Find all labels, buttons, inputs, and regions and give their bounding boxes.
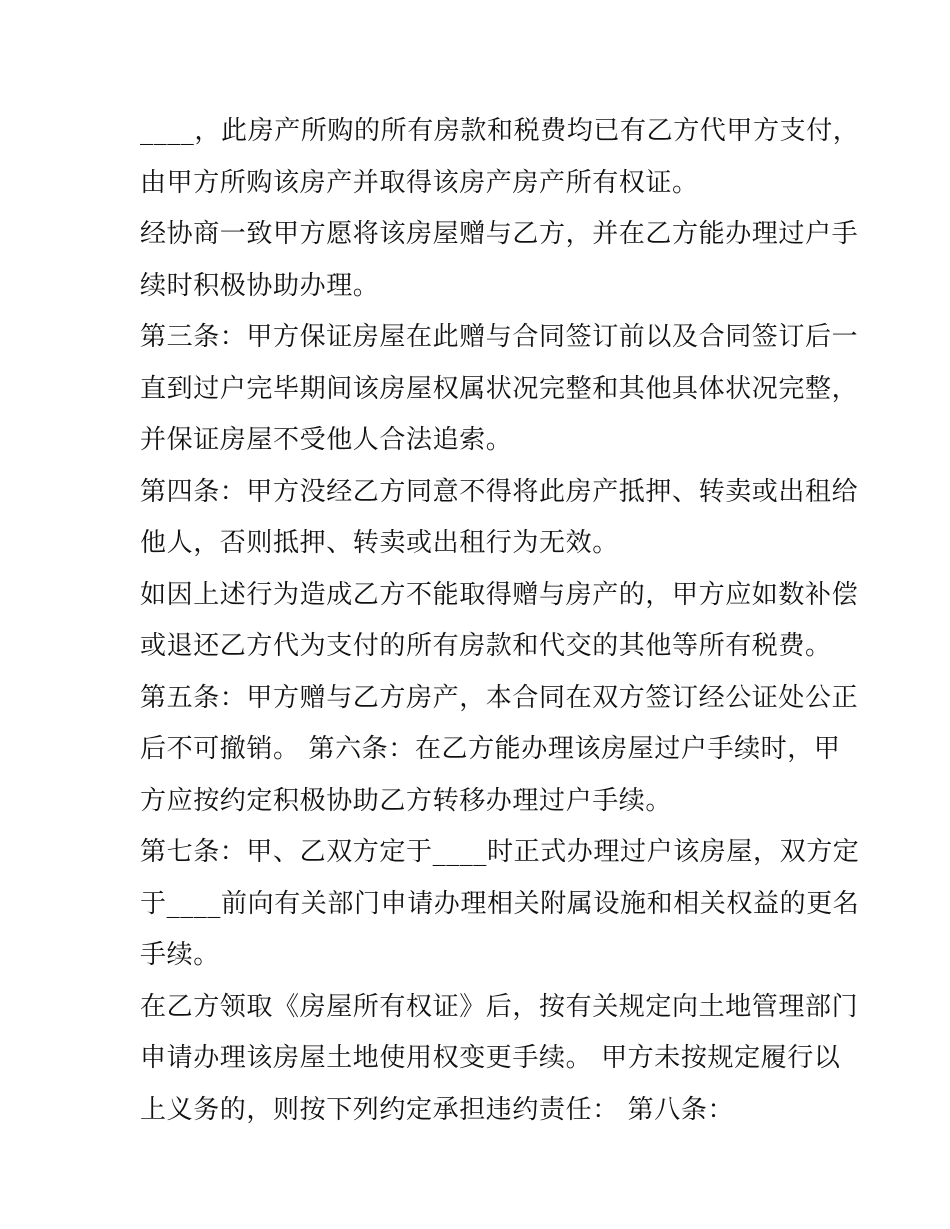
text-line: 或退还乙方代为支付的所有房款和代交的其他等所有税费。	[140, 631, 832, 661]
text-line: 并保证房屋不受他人合法追索。	[140, 425, 513, 455]
text-line: 第五条：甲方赠与乙方房产，本合同在双方签订经公证处公正	[140, 682, 859, 713]
text-line: 手续。	[140, 940, 220, 970]
text-line: 在乙方领取《房屋所有权证》后，按有关规定向土地管理部门	[140, 991, 859, 1022]
text-line: 上义务的，则按下列约定承担违约责任： 第八条：	[140, 1094, 735, 1125]
text-line: 如因上述行为造成乙方不能取得赠与房产的，甲方应如数补偿	[140, 579, 859, 610]
contract-body-text	[140, 106, 860, 1136]
text-line: 于____前向有关部门申请办理相关附属设施和相关权益的更名	[140, 888, 860, 919]
text-line: 由甲方所购该房产并取得该房产房产所有权证。	[140, 167, 699, 198]
text-line: 直到过户完毕期间该房屋权属状况完整和其他具体状况完整，	[140, 373, 859, 404]
text-line: 他人，否则抵押、转卖或出租行为无效。	[140, 528, 619, 558]
text-line: 续时积极协助办理。	[140, 270, 380, 301]
text-line: 方应按约定积极协助乙方转移办理过户手续。	[140, 785, 673, 816]
text-line: 经协商一致甲方愿将该房屋赠与乙方，并在乙方能办理过户手	[140, 219, 859, 249]
text-line: 后不可撤销。 第六条：在乙方能办理该房屋过户手续时，甲	[140, 734, 841, 764]
text-line: ____，此房产所购的所有房款和税费均已有乙方代甲方支付，	[140, 116, 860, 146]
text-line: 申请办理该房屋土地使用权变更手续。 甲方未按规定履行以	[140, 1043, 841, 1073]
text-line: 第三条：甲方保证房屋在此赠与合同签订前以及合同签订后一	[140, 322, 859, 352]
text-line: 第四条：甲方没经乙方同意不得将此房产抵押、转卖或出租给	[140, 476, 859, 507]
text-line: 第七条：甲、乙双方定于____时正式办理过户该房屋，双方定	[140, 837, 860, 867]
